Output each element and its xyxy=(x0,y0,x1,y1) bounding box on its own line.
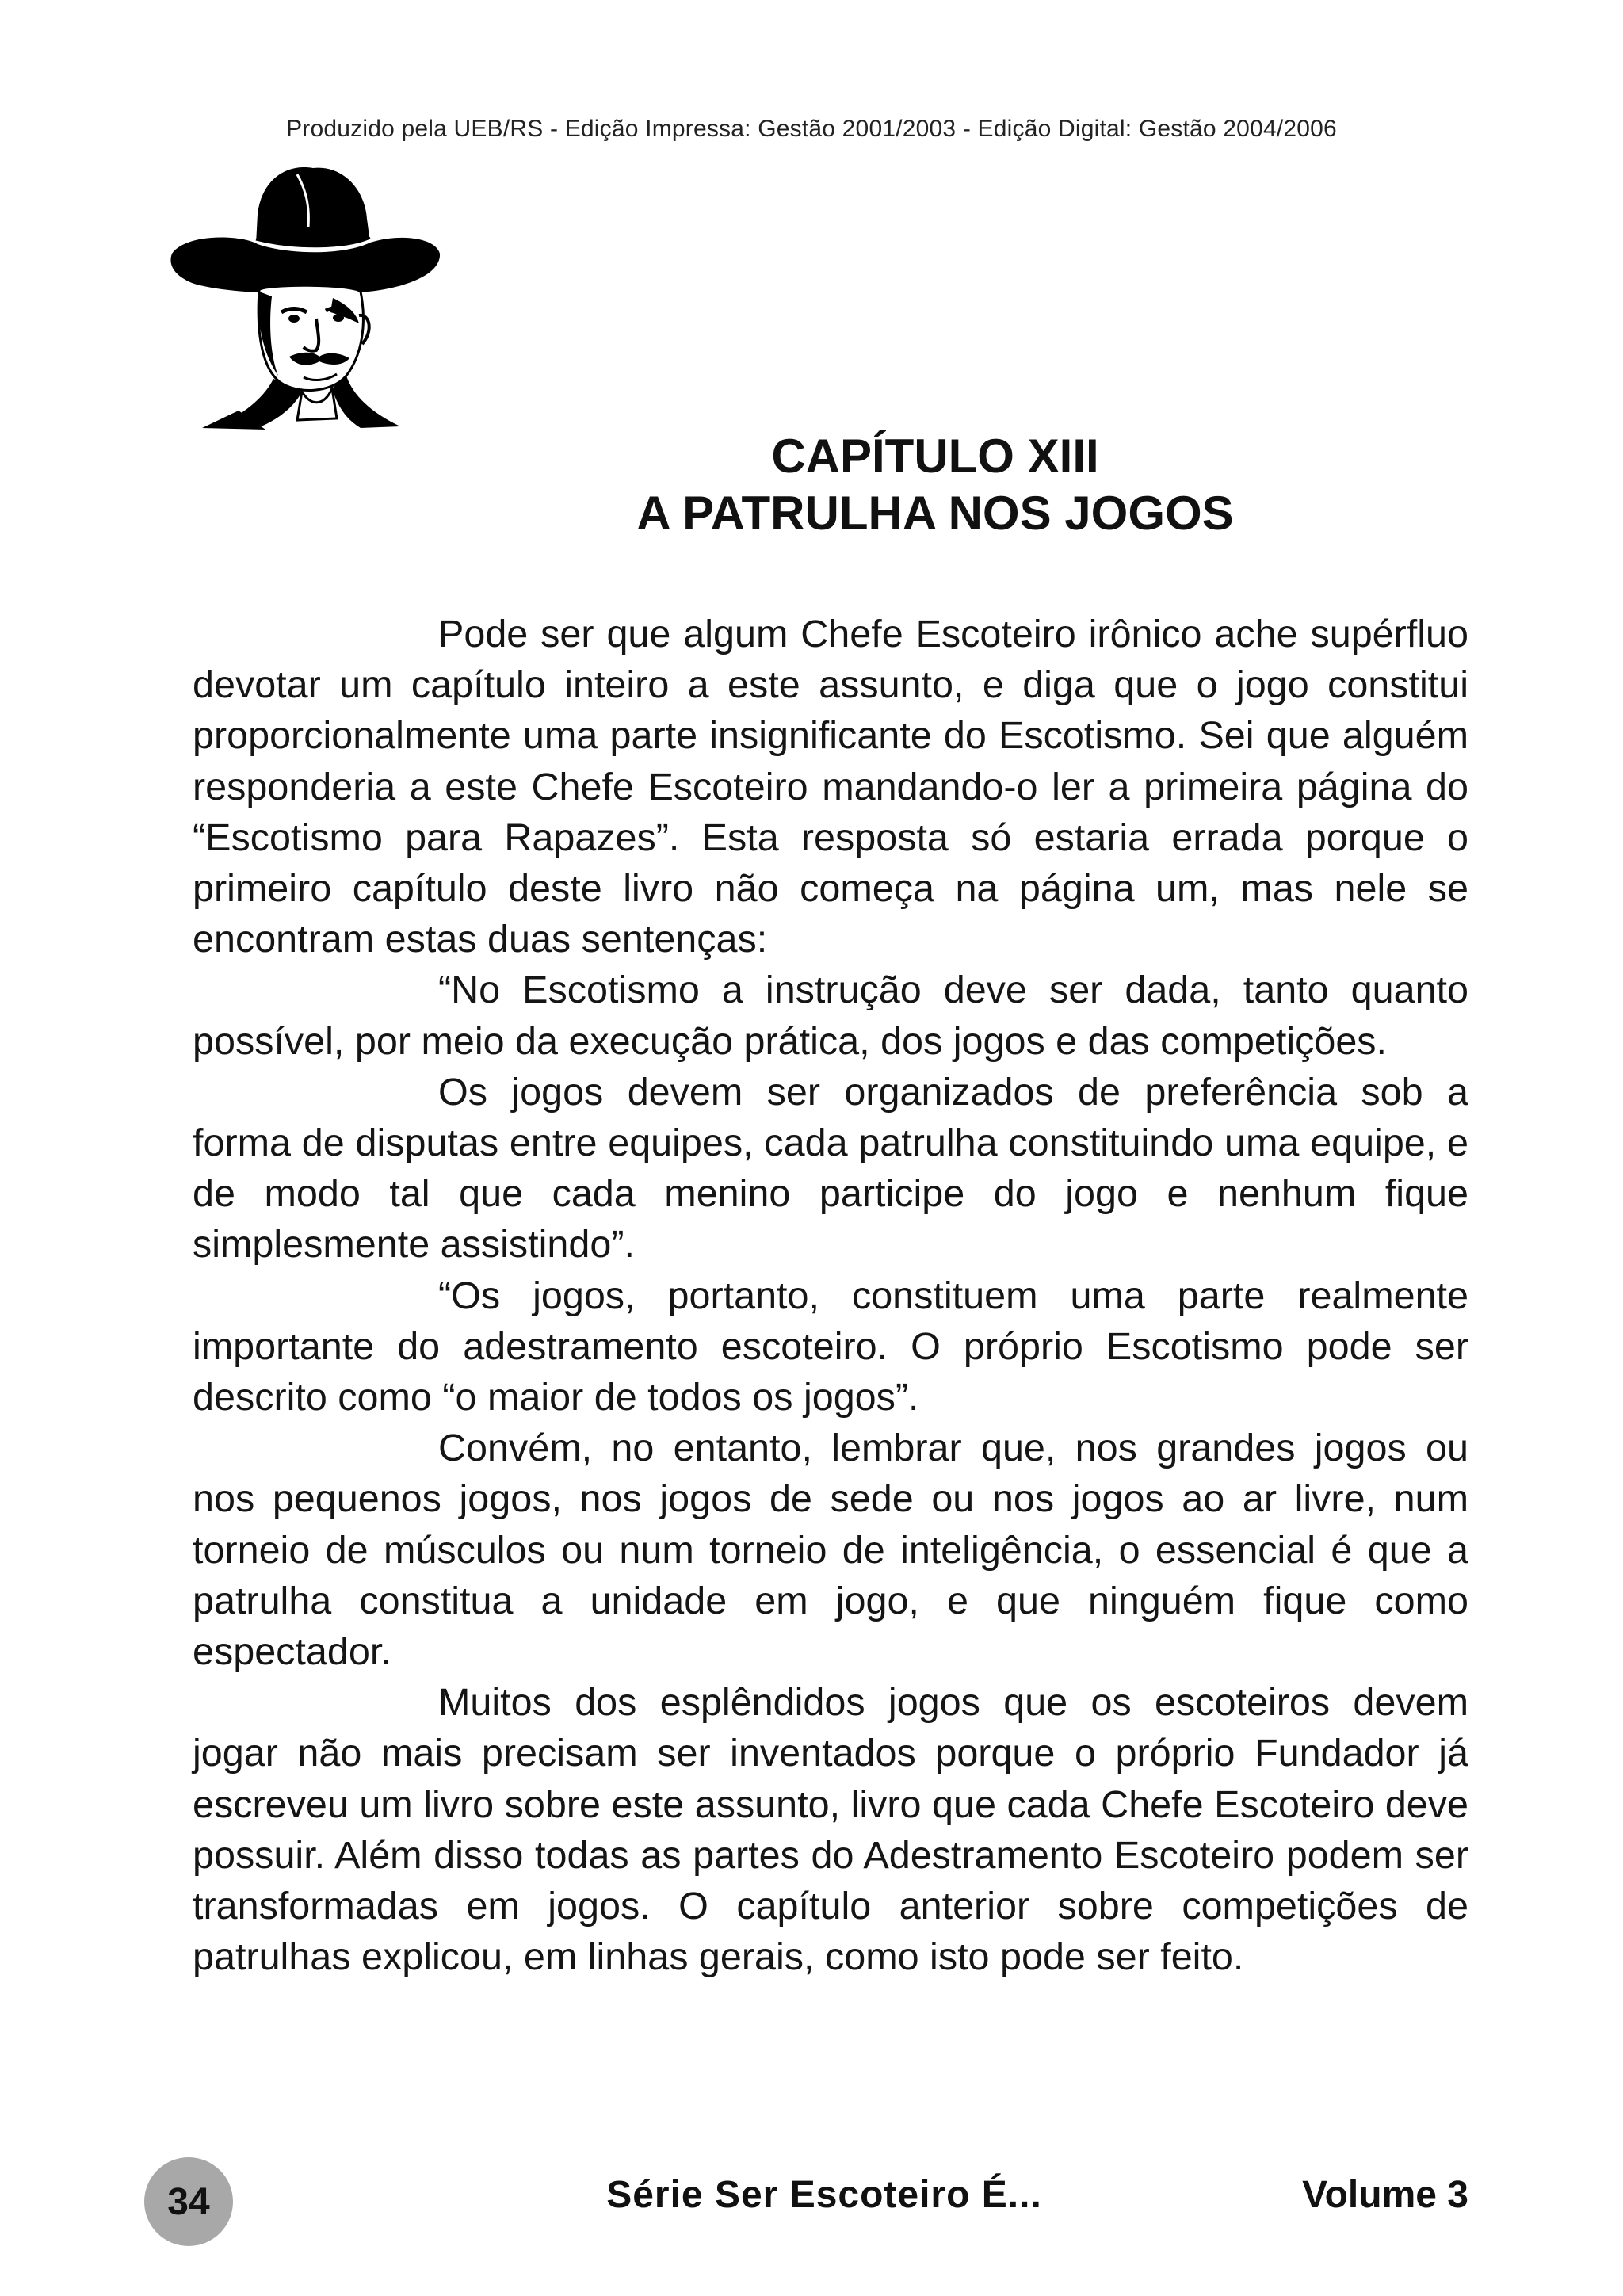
paragraph: “Os jogos, portanto, constituem uma parte realmente importante do adestramento escoteiro. O próprio Escotismo pode ser descrito como “o maior de todos os jogos”. xyxy=(193,1274,1468,1419)
page-number-badge: 34 xyxy=(144,2157,233,2246)
chapter-body xyxy=(193,609,1468,1982)
header-credit-line: Produzido pela UEB/RS - Edição Impressa: Gestão 2001/2003 - Edição Digital: Gestão 2004/2006 xyxy=(286,116,1337,142)
paragraph: Os jogos devem ser organizados de preferência sob a forma de disputas entre equipes, cada patrulha constituindo uma equipe, e de modo tal que cada menino participe do jogo e nenhum fique simplesmente assistindo”. xyxy=(193,1070,1468,1266)
chapter-number: CAPÍTULO XIII xyxy=(771,430,1099,483)
paragraph: “No Escotismo a instrução deve ser dada, tanto quanto possível, por meio da execução prática, dos jogos e das competições. xyxy=(193,968,1468,1063)
page-footer xyxy=(0,2157,1623,2244)
founder-portrait-icon xyxy=(162,157,444,430)
paragraph: Muitos dos esplêndidos jogos que os escoteiros devem jogar não mais precisam ser inventados porque o próprio Fundador já escreveu um livro sobre este assunto, livro que cada Chefe Escoteiro deve possuir. Além disso todas as partes do Adestramento Escoteiro podem ser transformadas em jogos. O capítulo anterior sobre competições de patrulhas explicou, em linhas gerais, como isto pode ser feito. xyxy=(193,1681,1468,1979)
chapter-heading xyxy=(555,428,1316,542)
paragraph: Convém, no entanto, lembrar que, nos grandes jogos ou nos pequenos jogos, nos jogos de sede ou nos jogos ao ar livre, num torneio de músculos ou num torneio de inteligência, o essencial é que a patrulha constitua a unidade em jogo, e que ninguém fique como espectador. xyxy=(193,1427,1468,1674)
chapter-title: A PATRULHA NOS JOGOS xyxy=(636,487,1234,540)
volume-label: Volume 3 xyxy=(1302,2174,1468,2216)
paragraph: Pode ser que algum Chefe Escoteiro irônico ache supérfluo devotar um capítulo inteiro a este assunto, e diga que o jogo constitui proporcionalmente uma parte insignificante do Escotismo. Sei que alguém responderia a este Chefe Escoteiro mandando-o ler a primeira página do “Escotismo para Rapazes”. Esta resposta só estaria errada porque o primeiro capítulo deste livro não começa na página um, mas nele se encontram estas duas sentenças: xyxy=(193,613,1468,961)
series-title: Série Ser Escoteiro É... xyxy=(606,2174,1042,2216)
